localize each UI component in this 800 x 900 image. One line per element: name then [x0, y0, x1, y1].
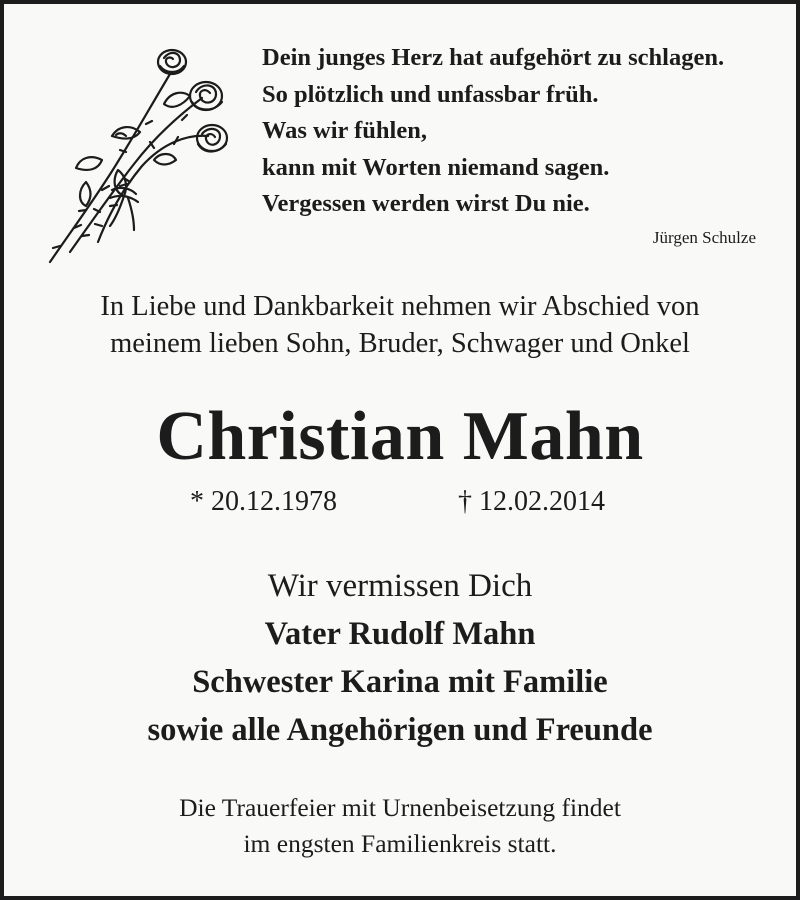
intro-line-1: In Liebe und Dankbarkeit nehmen wir Abschied von — [100, 291, 700, 322]
notice-line-1: Die Trauerfeier mit Urnenbeisetzung findet — [179, 793, 621, 822]
poem-line-2: So plötzlich und unfassbar früh. — [262, 80, 599, 108]
memorial-poem — [262, 40, 782, 223]
mourners-heading: Wir vermissen Dich — [267, 568, 533, 604]
mourner-line-3: sowie alle Angehörigen und Freunde — [147, 712, 653, 748]
notice-line-2: im engsten Familienkreis statt. — [243, 829, 557, 858]
mourner-line-2: Schwester Karina mit Familie — [192, 664, 608, 700]
poem-line-3: Was wir fühlen, — [262, 117, 427, 144]
birth-date: * 20.12.1978 — [190, 486, 337, 517]
intro-line-2: meinem lieben Sohn, Bruder, Schwager und Onkel — [110, 328, 690, 359]
mourners-list — [4, 610, 796, 754]
funeral-notice — [4, 790, 796, 862]
poem-author: Jürgen Schulze — [652, 228, 756, 247]
poem-line-5: Vergessen werden wirst Du nie. — [262, 190, 590, 217]
farewell-intro — [4, 288, 796, 362]
deceased-name: Christian Mahn — [156, 398, 644, 475]
mourner-line-1: Vater Rudolf Mahn — [264, 616, 536, 652]
poem-line-4: kann mit Worten niemand sagen. — [262, 153, 610, 181]
death-date: † 12.02.2014 — [458, 486, 605, 517]
rose-bouquet-icon — [42, 40, 232, 266]
poem-line-1: Dein junges Herz hat aufgehört zu schlagen. — [262, 44, 725, 71]
